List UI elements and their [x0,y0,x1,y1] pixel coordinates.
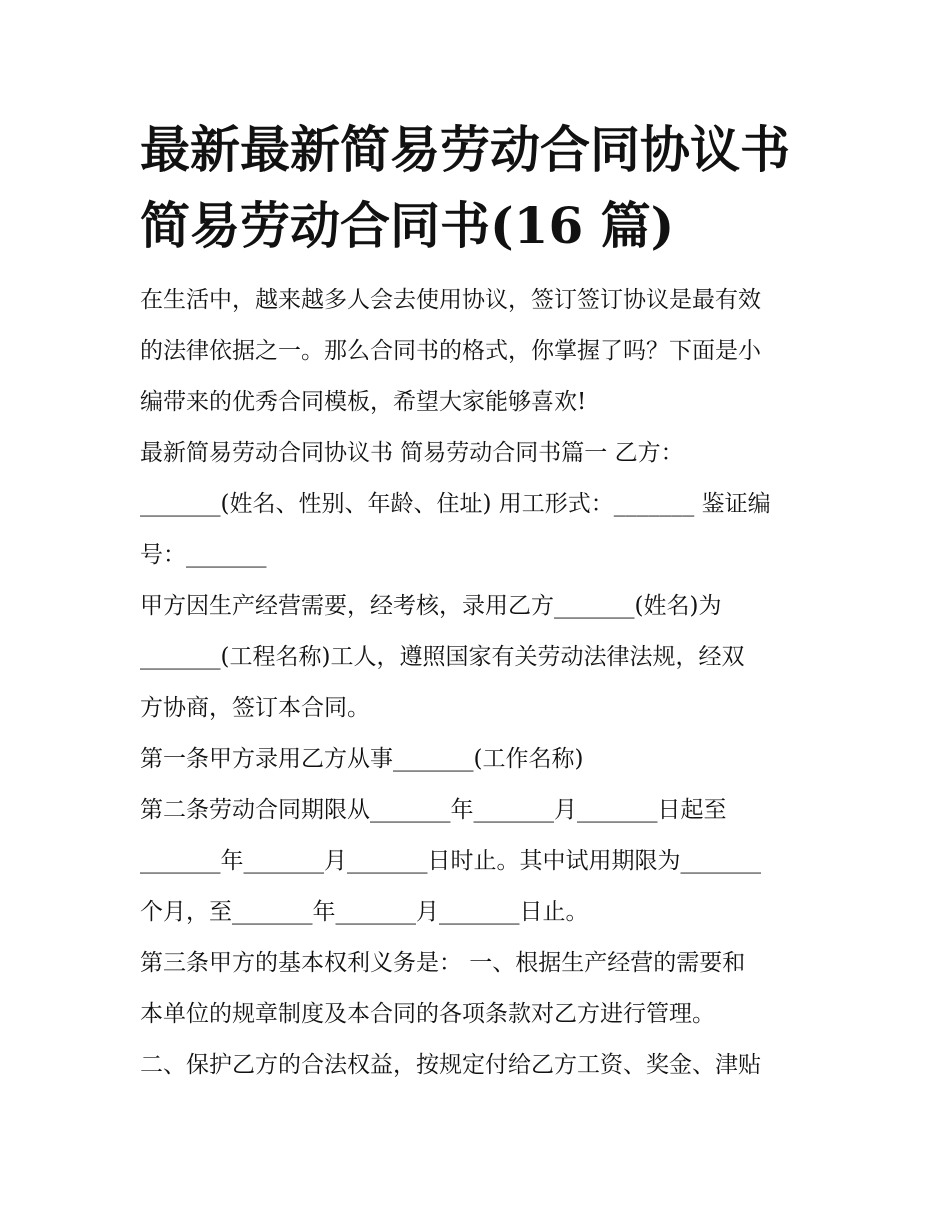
body-line: 号：_______ [140,542,267,568]
body-line: _______(姓名、性别、年龄、住址) 用工形式：_______ 鉴证编 [140,491,771,517]
document-body [140,275,820,1091]
body-line: 二、保护乙方的合法权益，按规定付给乙方工资、奖金、津贴 [140,1052,761,1078]
body-line: 甲方因生产经营需要，经考核，录用乙方_______(姓名)为 [140,593,722,619]
body-line: 在生活中，越来越多人会去使用协议，签订签订协议是最有效 [140,287,761,313]
body-line: 方协商，签订本合同。 [140,695,370,721]
body-line: 第二条劳动合同期限从_______年_______月_______日起至 [140,797,727,823]
document-title [140,112,840,264]
body-line: 个月，至_______年_______月_______日止。 [140,899,589,925]
body-line: _______年_______月_______日时止。其中试用期限为_______ [140,848,761,874]
body-line: 第三条甲方的基本权利义务是： 一、根据生产经营的需要和 [140,950,746,976]
body-line: 最新简易劳动合同协议书 简易劳动合同书篇一 乙方： [140,440,684,466]
body-line: 本单位的规章制度及本合同的各项条款对乙方进行管理。 [140,1001,715,1027]
body-line: 编带来的优秀合同模板，希望大家能够喜欢! [140,389,587,415]
title-line: 简易劳动合同书(16 篇) [140,196,675,255]
body-line: 第一条甲方录用乙方从事_______(工作名称) [140,746,584,772]
body-line: _______(工程名称)工人，遵照国家有关劳动法律法规，经双 [140,644,745,670]
body-line: 的法律依据之一。那么合同书的格式，你掌握了吗？下面是小 [140,338,761,364]
title-line: 最新最新简易劳动合同协议书 [140,120,790,179]
